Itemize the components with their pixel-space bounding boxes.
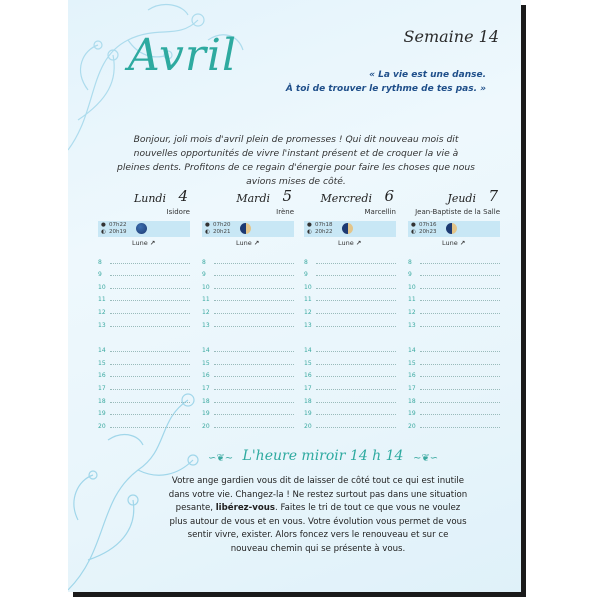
writing-line (420, 414, 500, 415)
hour-label: 11 (408, 296, 416, 304)
sunrise-time: 07h20 (213, 222, 231, 228)
hour-slot[interactable] (408, 392, 500, 405)
swirl-left-icon: ∽❦∼ (208, 453, 234, 464)
writing-line (316, 263, 396, 264)
hour-label: 10 (408, 283, 416, 291)
writing-line (214, 351, 294, 352)
hour-slot[interactable] (202, 417, 294, 430)
sunset-time: 20h23 (419, 229, 437, 235)
hour-slot[interactable] (304, 278, 396, 291)
writing-line (214, 275, 294, 276)
hour-label: 17 (304, 384, 312, 392)
hour-slots (202, 253, 294, 430)
hour-slot[interactable] (202, 303, 294, 316)
saint-name: Irène (276, 208, 294, 216)
hour-label: 12 (408, 308, 416, 316)
sunrise-time: 07h16 (419, 222, 437, 228)
sun-moon-box (98, 221, 190, 237)
day-header (98, 187, 190, 208)
writing-line (110, 313, 190, 314)
hour-slot[interactable] (98, 392, 190, 405)
writing-line (420, 364, 500, 365)
writing-line (214, 288, 294, 289)
hour-label: 15 (202, 359, 210, 367)
writing-line (214, 364, 294, 365)
writing-line (420, 389, 500, 390)
hour-label: 18 (408, 397, 416, 405)
arrow-up-right-icon: ↗ (459, 239, 466, 247)
hour-label: 14 (202, 347, 210, 355)
hour-slot[interactable] (98, 417, 190, 430)
hour-slots (98, 253, 190, 430)
hour-slot[interactable] (408, 316, 500, 329)
hour-label: 20 (304, 422, 312, 430)
hour-slot[interactable] (202, 405, 294, 418)
lunch-gap (98, 329, 190, 342)
day-name: Mardi (236, 192, 270, 205)
writing-line (214, 402, 294, 403)
hour-label: 11 (304, 296, 312, 304)
day-column-lundi (98, 187, 190, 430)
day-name: Mercredi (320, 192, 372, 205)
hour-slot[interactable] (408, 253, 500, 266)
hour-slot[interactable] (98, 253, 190, 266)
writing-line (110, 364, 190, 365)
writing-line (110, 389, 190, 390)
writing-line (110, 326, 190, 327)
hour-label: 8 (408, 258, 412, 266)
hour-label: 19 (408, 410, 416, 418)
writing-line (110, 351, 190, 352)
hour-slot[interactable] (98, 291, 190, 304)
writing-line (420, 288, 500, 289)
writing-line (420, 427, 500, 428)
hour-slot[interactable] (202, 291, 294, 304)
sunrise-icon: ● ◐ (101, 222, 106, 235)
hour-slot[interactable] (304, 266, 396, 279)
day-column-mardi (202, 187, 294, 430)
sun-moon-box (408, 221, 500, 237)
hour-label: 14 (304, 347, 312, 355)
hour-slot[interactable] (98, 303, 190, 316)
hour-slot[interactable] (98, 354, 190, 367)
hour-label: 20 (202, 422, 210, 430)
hour-slot[interactable] (202, 253, 294, 266)
hour-label: 11 (98, 296, 106, 304)
moon-label (338, 239, 396, 249)
hour-label: 18 (98, 397, 106, 405)
hour-label: 14 (98, 347, 106, 355)
quote-line-2: À toi de trouver le rythme de tes pas. » (285, 84, 486, 94)
writing-line (214, 313, 294, 314)
hour-label: 15 (304, 359, 312, 367)
writing-line (420, 275, 500, 276)
writing-line (420, 263, 500, 264)
hour-label: 10 (202, 283, 210, 291)
hour-slots (408, 253, 500, 430)
writing-line (316, 376, 396, 377)
hour-slot[interactable] (408, 354, 500, 367)
arrow-up-right-icon: ↗ (253, 239, 260, 247)
hour-slot[interactable] (98, 379, 190, 392)
moon-label-text: Lune (236, 239, 252, 247)
hour-slot[interactable] (202, 379, 294, 392)
hour-label: 15 (408, 359, 416, 367)
day-header (408, 187, 500, 208)
sunrise-icon: ● ◐ (411, 222, 416, 235)
hour-label: 17 (98, 384, 106, 392)
hour-label: 16 (408, 372, 416, 380)
hour-slot[interactable] (304, 291, 396, 304)
writing-line (214, 427, 294, 428)
moon-label-text: Lune (338, 239, 354, 247)
planner-page (68, 0, 521, 592)
mirror-text-part-1: Votre ange gardien vous dit de laisser de côté tout ce qui est inutile dans votre vie. Changez-la ! Ne restez surtout pas dans une situation pesante, (168, 476, 468, 513)
writing-line (420, 351, 500, 352)
hour-slots (304, 253, 396, 430)
hour-label: 19 (98, 410, 106, 418)
hour-slot[interactable] (304, 379, 396, 392)
day-column-jeudi (408, 187, 500, 430)
writing-line (214, 263, 294, 264)
hour-label: 8 (98, 258, 102, 266)
hour-slot[interactable] (304, 405, 396, 418)
hour-label: 11 (202, 296, 210, 304)
writing-line (316, 288, 396, 289)
writing-line (214, 414, 294, 415)
hour-slot[interactable] (408, 342, 500, 355)
sun-times (213, 222, 230, 236)
day-header (304, 187, 396, 208)
hour-label: 15 (98, 359, 106, 367)
hour-slot[interactable] (202, 392, 294, 405)
hour-slot[interactable] (408, 379, 500, 392)
hour-slot[interactable] (202, 367, 294, 380)
writing-line (316, 300, 396, 301)
hour-label: 17 (202, 384, 210, 392)
hour-slot[interactable] (202, 278, 294, 291)
day-number: 5 (282, 187, 292, 205)
hour-label: 13 (408, 321, 416, 329)
hour-slot[interactable] (304, 342, 396, 355)
moon-label-text: Lune (442, 239, 458, 247)
day-number: 7 (488, 187, 498, 205)
day-column-mercredi (304, 187, 396, 430)
mirror-text-part-2: . Faites le tri de tout ce que vous ne voulez plus autour de vous et en vous. Votre évolution vous permet de vous sentir vivre, exister. Alors foncez vers le renouveau et sur ce nouveau chemin qui se présente à vous. (169, 503, 467, 554)
hour-slot[interactable] (408, 291, 500, 304)
hour-slot[interactable] (408, 303, 500, 316)
hour-label: 14 (408, 347, 416, 355)
hour-slot[interactable] (408, 367, 500, 380)
moon-label (236, 239, 294, 249)
moon-phase-icon (136, 223, 147, 234)
saint-name: Jean-Baptiste de la Salle (415, 208, 500, 216)
saint-name: Marcellin (364, 208, 396, 216)
mirror-hour-text (168, 475, 468, 556)
sunrise-icon: ● ◐ (205, 222, 210, 235)
month-title: Avril (128, 30, 238, 81)
lunch-gap (304, 329, 396, 342)
hour-slot[interactable] (202, 316, 294, 329)
hour-label: 10 (304, 283, 312, 291)
hour-slot[interactable] (202, 266, 294, 279)
day-name: Lundi (133, 192, 166, 205)
hour-label: 16 (202, 372, 210, 380)
sunset-time: 20h19 (109, 229, 127, 235)
hour-slot[interactable] (408, 278, 500, 291)
hour-label: 18 (304, 397, 312, 405)
hour-label: 13 (202, 321, 210, 329)
mirror-text-bold: libérez-vous (215, 503, 275, 513)
hour-label: 17 (408, 384, 416, 392)
moon-label-text: Lune (132, 239, 148, 247)
hour-slot[interactable] (202, 354, 294, 367)
sunset-time: 20h22 (315, 229, 333, 235)
writing-line (214, 300, 294, 301)
writing-line (316, 427, 396, 428)
hour-slot[interactable] (304, 303, 396, 316)
moon-phase-icon (342, 223, 353, 234)
writing-line (110, 376, 190, 377)
writing-line (316, 313, 396, 314)
hour-slot[interactable] (408, 405, 500, 418)
hour-label: 9 (304, 271, 308, 279)
hour-slot[interactable] (304, 417, 396, 430)
hour-label: 20 (408, 422, 416, 430)
week-label: Semaine 14 (403, 27, 499, 46)
hour-label: 16 (98, 372, 106, 380)
hour-label: 18 (202, 397, 210, 405)
hour-label: 12 (202, 308, 210, 316)
hour-label: 9 (98, 271, 102, 279)
saint-name: Isidore (166, 208, 190, 216)
writing-line (214, 376, 294, 377)
writing-line (214, 389, 294, 390)
sunrise-time: 07h18 (315, 222, 333, 228)
writing-line (110, 275, 190, 276)
lunch-gap (408, 329, 500, 342)
writing-line (110, 402, 190, 403)
hour-slot[interactable] (98, 266, 190, 279)
hour-slot[interactable] (202, 342, 294, 355)
writing-line (420, 313, 500, 314)
hour-label: 8 (202, 258, 206, 266)
hour-slot[interactable] (304, 253, 396, 266)
hour-slot[interactable] (98, 278, 190, 291)
sun-times (109, 222, 126, 236)
hour-slot[interactable] (304, 392, 396, 405)
hour-label: 10 (98, 283, 106, 291)
swirl-right-icon: ∼❦∽ (413, 453, 439, 464)
hour-label: 9 (408, 271, 412, 279)
quote-line-1: « La vie est une danse. (369, 70, 486, 80)
hour-label: 16 (304, 372, 312, 380)
hour-label: 19 (304, 410, 312, 418)
day-number: 4 (178, 187, 188, 205)
writing-line (316, 275, 396, 276)
sun-times (419, 222, 436, 236)
writing-line (110, 414, 190, 415)
writing-line (110, 300, 190, 301)
sun-times (315, 222, 332, 236)
writing-line (214, 326, 294, 327)
hour-label: 8 (304, 258, 308, 266)
hour-label: 9 (202, 271, 206, 279)
lunch-gap (202, 329, 294, 342)
hour-slot[interactable] (98, 316, 190, 329)
hour-label: 13 (304, 321, 312, 329)
hour-slot[interactable] (98, 405, 190, 418)
arrow-up-right-icon: ↗ (355, 239, 362, 247)
sunrise-icon: ● ◐ (307, 222, 312, 235)
day-name: Jeudi (447, 192, 476, 205)
writing-line (316, 326, 396, 327)
sunset-time: 20h21 (213, 229, 231, 235)
writing-line (110, 263, 190, 264)
sunrise-time: 07h22 (109, 222, 127, 228)
hour-slot[interactable] (304, 354, 396, 367)
writing-line (316, 414, 396, 415)
writing-line (316, 402, 396, 403)
writing-line (316, 389, 396, 390)
writing-line (316, 364, 396, 365)
hour-slot[interactable] (408, 417, 500, 430)
sun-moon-box (304, 221, 396, 237)
hour-label: 12 (304, 308, 312, 316)
intro-text: Bonjour, joli mois d'avril plein de promesses ! Qui dit nouveau mois dit nouvelles opportunités de vivre l'instant présent et de croquer la vie à pleines dents. Profitons de ce regain d'énergie pour faire les choses que nous avions mises de côté. (117, 134, 475, 187)
moon-phase-icon (446, 223, 457, 234)
hour-label: 19 (202, 410, 210, 418)
moon-phase-icon (240, 223, 251, 234)
hour-label: 20 (98, 422, 106, 430)
moon-label (442, 239, 500, 249)
mirror-hour-title: L'heure miroir 14 h 14 (242, 448, 404, 464)
hour-slot[interactable] (98, 342, 190, 355)
hour-slot[interactable] (304, 367, 396, 380)
arrow-up-right-icon: ↗ (149, 239, 156, 247)
sun-moon-box (202, 221, 294, 237)
hour-slot[interactable] (408, 266, 500, 279)
writing-line (316, 351, 396, 352)
hour-label: 12 (98, 308, 106, 316)
day-header (202, 187, 294, 208)
quote (286, 68, 486, 96)
writing-line (420, 326, 500, 327)
moon-label (132, 239, 190, 249)
day-number: 6 (384, 187, 394, 205)
writing-line (110, 288, 190, 289)
writing-line (420, 402, 500, 403)
writing-line (420, 300, 500, 301)
hour-label: 13 (98, 321, 106, 329)
writing-line (420, 376, 500, 377)
writing-line (110, 427, 190, 428)
hour-slot[interactable] (304, 316, 396, 329)
hour-slot[interactable] (98, 367, 190, 380)
